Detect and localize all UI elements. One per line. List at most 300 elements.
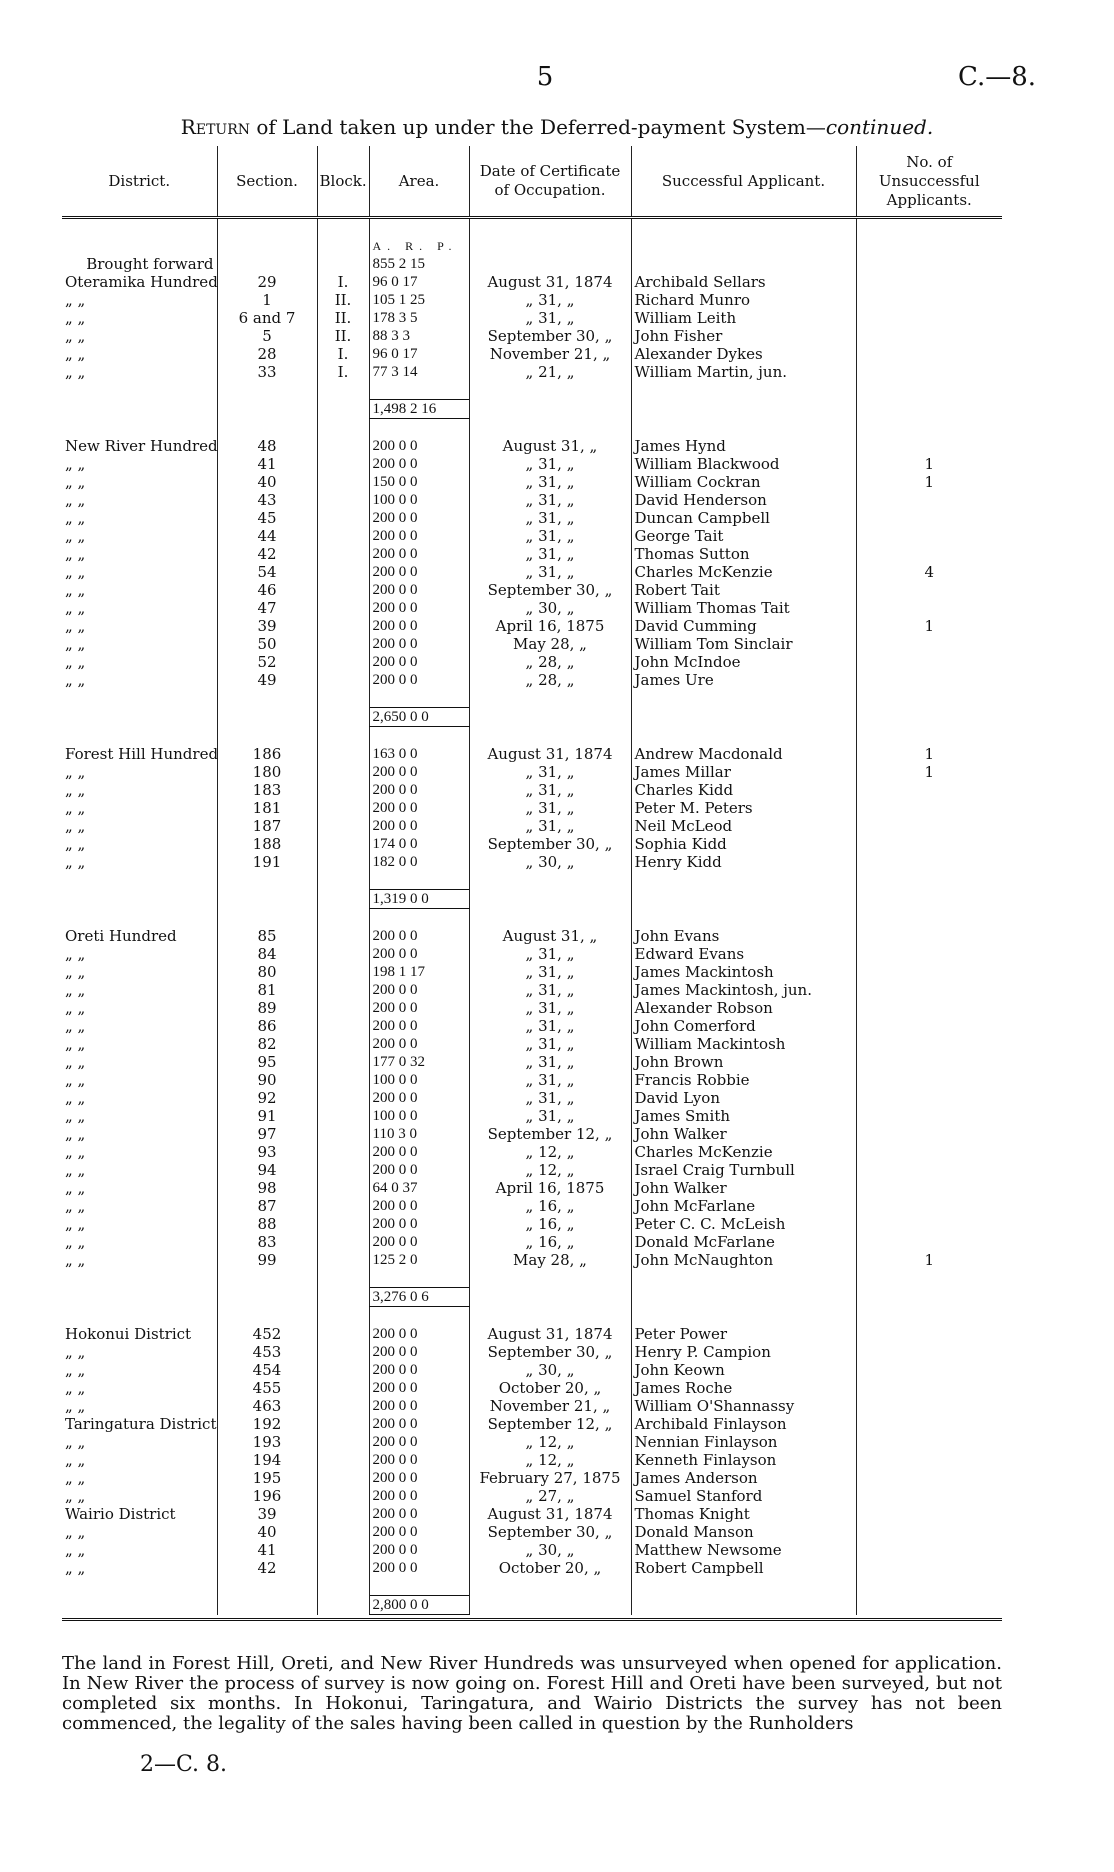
cell-section: 29 [217,273,317,291]
cell-date: October 20, „ [469,1379,631,1397]
cell-block: I. [317,273,369,291]
cell-applicant: Nennian Finlayson [631,1433,856,1451]
cell-block [317,473,369,491]
cell-block [317,1053,369,1071]
cell-applicant: James Mackintosh [631,963,856,981]
cell-district: „ „ [65,1251,86,1269]
cell-area: 200 0 0 [369,817,469,835]
table-row [62,1523,1002,1541]
land-return-table [62,146,1002,1615]
cell-unsuccessful [856,291,1002,309]
cell-area: 200 0 0 [369,653,469,671]
cell-section: 183 [217,781,317,799]
cell-district: „ „ [65,1161,86,1179]
cell-applicant: John McIndoe [631,653,856,671]
cell-unsuccessful [856,1541,1002,1559]
cell-date: „ 31, „ [469,473,631,491]
cell-date: November 21, „ [469,1397,631,1415]
cell-date: „ 31, „ [469,999,631,1017]
cell-applicant: John Walker [631,1125,856,1143]
cell-area: 110 3 0 [369,1125,469,1143]
cell-applicant: Donald McFarlane [631,1233,856,1251]
cell-section: 33 [217,363,317,381]
cell-area: 200 0 0 [369,1451,469,1469]
cell-applicant: William Tom Sinclair [631,635,856,653]
table-row [62,599,1002,617]
cell-unsuccessful [856,927,1002,945]
cell-applicant: Alexander Dykes [631,345,856,363]
cell-section: 186 [217,745,317,763]
cell-block [317,509,369,527]
cell-block [317,527,369,545]
col-applicant: Successful Applicant. [631,146,856,218]
cell-block [317,671,369,689]
cell-block: II. [317,291,369,309]
table-row [62,1325,1002,1343]
table-row [62,1379,1002,1397]
cell-date: September 12, „ [469,1415,631,1433]
cell-unsuccessful [856,1035,1002,1053]
cell-unsuccessful [856,1107,1002,1125]
cell-area: 200 0 0 [369,1089,469,1107]
cell-district: „ „ [65,617,86,635]
cell-unsuccessful [856,1469,1002,1487]
cell-section: 45 [217,509,317,527]
cell-section: 5 [217,327,317,345]
cell-date: „ 31, „ [469,491,631,509]
table-title [0,115,1114,139]
cell-date: „ 31, „ [469,291,631,309]
cell-unsuccessful [856,599,1002,617]
units-row [62,237,1002,255]
cell-district: „ „ [65,1035,86,1053]
cell-block [317,1379,369,1397]
cell-block: II. [317,327,369,345]
cell-area: 77 3 14 [369,363,469,381]
cell-area: 174 0 0 [369,835,469,853]
cell-area: 200 0 0 [369,1415,469,1433]
table-row [62,1215,1002,1233]
col-date: Date of Certificate of Occupation. [469,146,631,218]
cell-area: 178 3 5 [369,309,469,327]
table-row [62,1541,1002,1559]
cell-applicant: Francis Robbie [631,1071,856,1089]
cell-unsuccessful [856,1451,1002,1469]
cell-area: 200 0 0 [369,545,469,563]
cell-district: „ „ [65,1233,86,1251]
footnote: The land in Forest Hill, Oreti, and New River Hundreds was unsurveyed when opened for application. In New River the process of survey is now going on. Forest Hill and Oreti have been surveyed, but not completed six months. In Hokonui, Taringatura, and Wairio Districts the survey has not been commenced, the legality of the sales having been called in question by the Runholders [62,1653,1002,1734]
cell-unsuccessful [856,1379,1002,1397]
table-row [62,273,1002,291]
cell-applicant: Robert Campbell [631,1559,856,1577]
cell-date: „ 30, „ [469,853,631,871]
cell-section: 93 [217,1143,317,1161]
cell-applicant: Richard Munro [631,291,856,309]
table-row [62,617,1002,635]
header-row [62,146,1002,218]
area-units: A. R. P. [369,237,469,255]
cell-district: „ „ [65,1143,86,1161]
cell-area: 200 0 0 [369,1505,469,1523]
cell-area: 200 0 0 [369,763,469,781]
table-row [62,1469,1002,1487]
sheet-code: 2—C. 8. [140,1752,228,1777]
cell-applicant: Samuel Stanford [631,1487,856,1505]
cell-date: „ 12, „ [469,1451,631,1469]
cell-date: „ 31, „ [469,963,631,981]
cell-area: 100 0 0 [369,1071,469,1089]
cell-block [317,491,369,509]
table-row [62,671,1002,689]
cell-block [317,1361,369,1379]
cell-area: 200 0 0 [369,581,469,599]
cell-date: August 31, 1874 [469,745,631,763]
cell-date: „ 31, „ [469,981,631,999]
cell-applicant: Peter Power [631,1325,856,1343]
cell-date: „ 21, „ [469,363,631,381]
cell-section: 28 [217,345,317,363]
table-row [62,1559,1002,1577]
cell-district: „ „ [65,1343,86,1361]
cell-district: „ „ [65,327,86,345]
cell-applicant: William Cockran [631,473,856,491]
cell-area: 200 0 0 [369,437,469,455]
col-block: Block. [317,146,369,218]
cell-section: 42 [217,545,317,563]
col-district: District. [62,146,217,218]
cell-district: „ „ [65,473,86,491]
cell-date: November 21, „ [469,345,631,363]
cell-date: September 30, „ [469,835,631,853]
table-row [62,437,1002,455]
cell-date: „ 31, „ [469,509,631,527]
cell-area: 200 0 0 [369,945,469,963]
cell-block [317,781,369,799]
cell-section: 41 [217,1541,317,1559]
cell-unsuccessful [856,1343,1002,1361]
cell-unsuccessful [856,345,1002,363]
cell-unsuccessful [856,327,1002,345]
table-row [62,491,1002,509]
cell-date: „ 12, „ [469,1161,631,1179]
cell-district: Oteramika Hundred [65,273,218,291]
cell-district: „ „ [65,1071,86,1089]
cell-block [317,1215,369,1233]
table-row [62,1233,1002,1251]
cell-applicant: James Mackintosh, jun. [631,981,856,999]
table-row [62,1161,1002,1179]
cell-unsuccessful [856,1017,1002,1035]
table-row [62,1107,1002,1125]
cell-unsuccessful [856,1197,1002,1215]
cell-district: „ „ [65,509,86,527]
cell-district: „ „ [65,455,86,473]
cell-date: „ 31, „ [469,781,631,799]
col-unsuccessful: No. of Unsuccessful Applicants. [856,146,1002,218]
cell-unsuccessful [856,1179,1002,1197]
table-row [62,363,1002,381]
cell-district: Wairio District [65,1505,176,1523]
title-text: of Land taken up under the Deferred-payment System— [250,115,826,139]
cell-area: 200 0 0 [369,563,469,581]
cell-block [317,853,369,871]
table-row [62,1053,1002,1071]
cell-date: „ 31, „ [469,817,631,835]
cell-applicant: Henry P. Campion [631,1343,856,1361]
cell-area: 200 0 0 [369,1161,469,1179]
cell-area: 200 0 0 [369,1215,469,1233]
cell-block [317,1415,369,1433]
cell-block [317,799,369,817]
cell-block [317,927,369,945]
cell-district: „ „ [65,1053,86,1071]
cell-unsuccessful [856,1143,1002,1161]
col-area: Area. [369,146,469,218]
cell-unsuccessful [856,545,1002,563]
cell-section: 82 [217,1035,317,1053]
table-row [62,345,1002,363]
cell-date: „ 31, „ [469,545,631,563]
cell-district: „ „ [65,1487,86,1505]
cell-district: „ „ [65,817,86,835]
cell-district: „ „ [65,853,86,871]
cell-district: Hokonui District [65,1325,192,1343]
cell-area: 105 1 25 [369,291,469,309]
cell-area: 200 0 0 [369,1143,469,1161]
cell-area: 200 0 0 [369,455,469,473]
cell-district: „ „ [65,527,86,545]
table-row [62,1397,1002,1415]
table-row [62,1179,1002,1197]
cell-date: „ 31, „ [469,1017,631,1035]
cell-applicant: Henry Kidd [631,853,856,871]
cell-section: 52 [217,653,317,671]
cell-date: „ 31, „ [469,763,631,781]
cell-unsuccessful [856,1505,1002,1523]
cell-area: 200 0 0 [369,999,469,1017]
cell-block [317,1505,369,1523]
page-number: 5 [536,62,554,92]
table-row [62,1089,1002,1107]
document-code: C.—8. [958,62,1037,92]
cell-date: „ 31, „ [469,1071,631,1089]
cell-date: „ 12, „ [469,1143,631,1161]
cell-applicant: Alexander Robson [631,999,856,1017]
cell-unsuccessful: 1 [856,455,1002,473]
total-row [62,400,1002,419]
cell-date: „ 31, „ [469,1107,631,1125]
cell-unsuccessful [856,1053,1002,1071]
cell-section: 81 [217,981,317,999]
cell-unsuccessful [856,363,1002,381]
cell-area: 96 0 17 [369,273,469,291]
cell-area: 200 0 0 [369,781,469,799]
cell-block [317,1233,369,1251]
cell-unsuccessful [856,981,1002,999]
group-total: 2,650 0 0 [369,708,469,727]
cell-applicant: James Anderson [631,1469,856,1487]
group-total: 2,800 0 0 [369,1596,469,1615]
cell-district: „ „ [65,599,86,617]
table-row [62,1343,1002,1361]
cell-section: 42 [217,1559,317,1577]
cell-unsuccessful: 1 [856,745,1002,763]
col-section: Section. [217,146,317,218]
cell-section: 191 [217,853,317,871]
table-bottom-rule [62,1618,1002,1621]
cell-block [317,1487,369,1505]
cell-district: „ „ [65,1017,86,1035]
cell-date: „ 31, „ [469,455,631,473]
cell-block [317,437,369,455]
cell-date: September 30, „ [469,581,631,599]
cell-district: „ „ [65,345,86,363]
cell-district: „ „ [65,1125,86,1143]
cell-date: „ 12, „ [469,1433,631,1451]
cell-district: „ „ [65,545,86,563]
table-row [62,963,1002,981]
cell-section: 87 [217,1197,317,1215]
cell-unsuccessful [856,1325,1002,1343]
cell-district: „ „ [65,291,86,309]
cell-section: 41 [217,455,317,473]
cell-section: 463 [217,1397,317,1415]
cell-date: August 31, „ [469,437,631,455]
cell-block: I. [317,363,369,381]
cell-date: September 30, „ [469,1523,631,1541]
cell-unsuccessful [856,437,1002,455]
cell-unsuccessful [856,309,1002,327]
cell-district: „ „ [65,781,86,799]
table-row [62,327,1002,345]
cell-section: 88 [217,1215,317,1233]
cell-applicant: Duncan Campbell [631,509,856,527]
cell-section: 188 [217,835,317,853]
cell-applicant: Robert Tait [631,581,856,599]
cell-unsuccessful [856,1125,1002,1143]
cell-applicant: Edward Evans [631,945,856,963]
cell-date: „ 30, „ [469,1541,631,1559]
cell-area: 200 0 0 [369,1469,469,1487]
cell-unsuccessful [856,491,1002,509]
cell-section: 85 [217,927,317,945]
cell-date: „ 30, „ [469,1361,631,1379]
cell-unsuccessful [856,945,1002,963]
cell-district: „ „ [65,1089,86,1107]
cell-block [317,1071,369,1089]
cell-district: „ „ [65,1197,86,1215]
table-row [62,799,1002,817]
table-row [62,999,1002,1017]
cell-section: 39 [217,617,317,635]
cell-date: „ 31, „ [469,799,631,817]
cell-section: 46 [217,581,317,599]
table-row [62,763,1002,781]
cell-area: 200 0 0 [369,927,469,945]
cell-applicant: Charles Kidd [631,781,856,799]
cell-section: 84 [217,945,317,963]
cell-date: August 31, 1874 [469,1325,631,1343]
cell-area: 200 0 0 [369,671,469,689]
cell-district: „ „ [65,1451,86,1469]
cell-area: 100 0 0 [369,1107,469,1125]
cell-area: 200 0 0 [369,1035,469,1053]
cell-area: 163 0 0 [369,745,469,763]
cell-section: 187 [217,817,317,835]
cell-block [317,1179,369,1197]
cell-area: 182 0 0 [369,853,469,871]
cell-block [317,653,369,671]
cell-district: „ „ [65,963,86,981]
cell-block [317,1541,369,1559]
cell-date: May 28, „ [469,1251,631,1269]
cell-section: 50 [217,635,317,653]
cell-section: 99 [217,1251,317,1269]
cell-block [317,1197,369,1215]
cell-applicant: William Thomas Tait [631,599,856,617]
cell-district: „ „ [65,635,86,653]
cell-applicant: John Keown [631,1361,856,1379]
cell-section: 192 [217,1415,317,1433]
cell-block [317,1017,369,1035]
cell-section: 94 [217,1161,317,1179]
cell-section: 98 [217,1179,317,1197]
cell-applicant: William Blackwood [631,455,856,473]
cell-unsuccessful: 1 [856,473,1002,491]
table-row [62,509,1002,527]
cell-block [317,545,369,563]
cell-section: 43 [217,491,317,509]
cell-district: „ „ [65,1361,86,1379]
cell-block [317,1451,369,1469]
cell-date: „ 31, „ [469,527,631,545]
table-row [62,309,1002,327]
title-smallcaps: Return [180,115,251,139]
table-row [62,581,1002,599]
cell-section: 454 [217,1361,317,1379]
cell-applicant: Archibald Sellars [631,273,856,291]
cell-section: 40 [217,1523,317,1541]
cell-applicant: James Hynd [631,437,856,455]
cell-district: „ „ [65,1541,86,1559]
cell-date: „ 28, „ [469,653,631,671]
cell-area: 200 0 0 [369,509,469,527]
cell-block [317,1107,369,1125]
cell-section: 6 and 7 [217,309,317,327]
cell-applicant: James Millar [631,763,856,781]
cell-applicant: John Comerford [631,1017,856,1035]
cell-section: 40 [217,473,317,491]
table-row [62,653,1002,671]
cell-district: „ „ [65,363,86,381]
cell-applicant: William Martin, jun. [631,363,856,381]
cell-applicant: William O'Shannassy [631,1397,856,1415]
cell-date: April 16, 1875 [469,1179,631,1197]
cell-section: 83 [217,1233,317,1251]
cell-area: 200 0 0 [369,1559,469,1577]
cell-unsuccessful [856,817,1002,835]
cell-applicant: James Smith [631,1107,856,1125]
cell-section: 86 [217,1017,317,1035]
group-total: 1,498 2 16 [369,400,469,419]
cell-area: 200 0 0 [369,1523,469,1541]
cell-applicant: Sophia Kidd [631,835,856,853]
cell-unsuccessful [856,635,1002,653]
cell-area: 64 0 37 [369,1179,469,1197]
table-row [62,853,1002,871]
table-row [62,563,1002,581]
table-row [62,1197,1002,1215]
